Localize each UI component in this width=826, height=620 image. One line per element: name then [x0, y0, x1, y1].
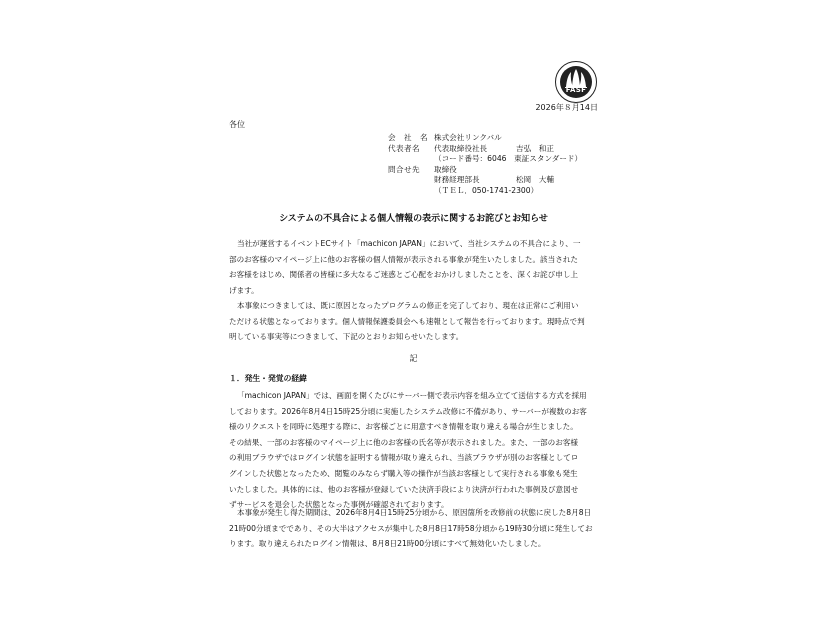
- ki-marker: 記: [409, 354, 418, 363]
- release-date: 2026年８月14日: [535, 103, 598, 112]
- paragraph-line: の利用ブラウザではログイン状態を証明する情報が取り違えられ、当該ブラウザが別のお客様としてロ: [229, 453, 579, 463]
- fasf-logo: [554, 60, 598, 104]
- paragraph-line: 本事象が発生し得た期間は、2026年8月4日15時25分頃から、原因箇所を改修前の状態に戻した8月8日: [237, 508, 592, 517]
- paragraph-line: 21時00分頃までであり、その大半はアクセスが集中した8月8日17時58分頃から19時30分頃に発生してお: [229, 523, 593, 533]
- contact-title-2: 財務経理部長: [434, 175, 480, 185]
- paragraph-line: 当社が運営するイベントECサイト「machicon JAPAN」において、当社システムの不具合により、一: [237, 239, 581, 248]
- representative-title: 代表取締役社長: [434, 143, 488, 153]
- stock-code: （コード番号：6046 東証スタンダード）: [434, 154, 583, 164]
- paragraph-line: ただける状態となっております。個人情報保護委員会へも速報として報告を行っております。現時点で判: [229, 316, 585, 326]
- contact-name: 松岡 大輔: [516, 175, 554, 185]
- contact-label: 問合せ先: [388, 164, 420, 174]
- representative-name: 吉弘 和正: [516, 143, 554, 153]
- period-paragraph: [229, 505, 598, 552]
- paragraph-line: ずサービスを退会した状態となった事例が確認されております。: [229, 500, 449, 510]
- company-value: 株式会社リンクバル: [434, 133, 502, 142]
- representative-label: 代表者名: [388, 143, 420, 153]
- paragraph-line: 明している事実等につきまして、下記のとおりお知らせいたします。: [229, 332, 464, 342]
- intro-paragraph: [229, 236, 598, 298]
- addressee: 各位: [229, 120, 245, 129]
- paragraph-line: 「machicon JAPAN」では、画面を開くたびにサーバー側で表示内容を組み立てて送信する方式を採用: [237, 391, 587, 400]
- section-heading: １．発生・発覚の経緯: [229, 374, 307, 383]
- paragraph-line: 部のお客様のマイページ上に他のお客様の個人情報が表示される事象が発生いたしました。該当された: [229, 254, 579, 264]
- fasf-seal-icon: [554, 60, 598, 104]
- company-label: 会 社 名: [388, 133, 428, 142]
- logo-text: FASF: [565, 86, 587, 94]
- document-title: システムの不具合による個人情報の表示に関するお詫びとお知らせ: [279, 214, 548, 224]
- paragraph-line: グインした状態となったため、閲覧のみならず購入等の操作が当該お客様として実行される事象も発生: [229, 468, 578, 478]
- paragraph-line: いたしました。具体的には、他のお客様が登録していた決済手段により決済が行われた事例及び意図せ: [229, 484, 579, 494]
- background-paragraph: [229, 388, 598, 513]
- contact-title-1: 取締役: [434, 164, 457, 174]
- paragraph-line: 様のリクエストを同時に処理する際に、お客様ごとに用意すべき情報を取り違える場合が生じました。: [229, 422, 578, 432]
- paragraph-line: お客様をはじめ、関係者の皆様に多大なるご迷惑とご心配をおかけしましたことを、深くお詫び申し上: [229, 270, 579, 280]
- paragraph-line: ります。取り違えられたログイン情報は、8月8日21時00分頃にすべて無効化いたしました。: [229, 539, 546, 549]
- contact-tel: （ＴＥＬ．050-1741-2300）: [434, 185, 539, 195]
- status-paragraph: [229, 298, 598, 345]
- paragraph-line: 本事象につきましては、既に原因となったプログラムの修正を完了しており、現在は正常にご利用い: [237, 301, 579, 310]
- paragraph-line: しております。2026年8月4日15時25分頃に実施したシステム改修に不備があり、サーバーが複数のお客: [229, 406, 587, 416]
- paragraph-line: げます。: [229, 285, 259, 295]
- paragraph-line: その結果、一部のお客様のマイページ上に他のお客様の氏名等が表示されました。また、一部のお客様: [229, 437, 579, 447]
